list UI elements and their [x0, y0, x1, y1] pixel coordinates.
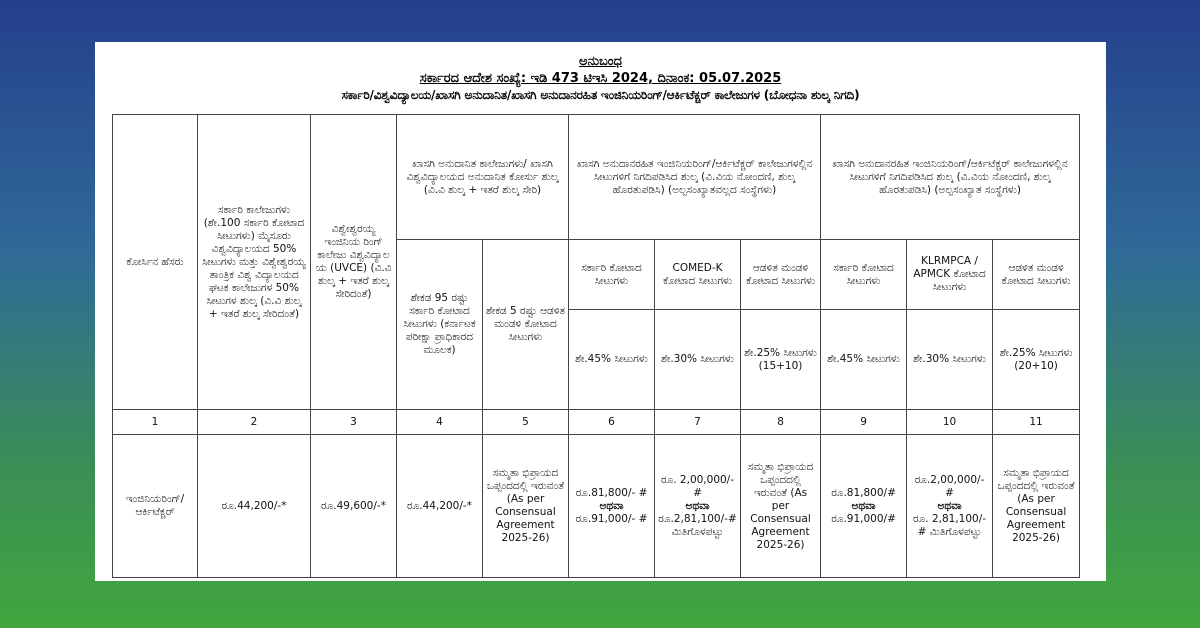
management-fee-cell: ಸಮ್ಮತಾ ಭಿಪ್ರಾಯದ ಒಪ್ಪಂದದಲ್ಲಿ ಇರುವಂತೆ (As per Consensual Agreement 2025-26) [741, 435, 821, 578]
column-number: 10 [907, 410, 993, 435]
header-klrmpca-quota: KLRMPCA / APMCK ಕೋಟಾದ ಸೀಟುಗಳು [907, 240, 993, 310]
comedk-fee-cell [655, 435, 741, 578]
header-row-1 [113, 115, 1080, 240]
header-government-colleges: ಸರ್ಕಾರಿ ಕಾಲೇಜುಗಳು (ಶೇ.100 ಸರ್ಕಾರಿ ಕೋಟಾದ ಸೀಟುಗಳು) ಮೈಸೂರು ವಿಶ್ವವಿದ್ಯಾಲಯದ 50% ಸೀಟುಗಳು ಮತ್ತು ವಿಶ್ವೇಶ್ವರಯ್ಯ ತಾಂತ್ರಿಕ ವಿಶ್ವ ವಿದ್ಯಾಲಯದ ಘಟಕ ಕಾಲೇಜುಗಳ 50% ಸೀಟುಗಳ ಶುಲ್ಕ (ವಿ.ವಿ ಶುಲ್ಕ + ಇತರೆ ಶುಲ್ಕ ಸೇರಿದಂತೆ) [198, 115, 311, 410]
fee-amount-secondary: ರೂ. 2,81,100/- # ಮಿತಿಗೊಳಪಟ್ಟು [913, 512, 987, 538]
document-title: ಅನುಬಂಧ [579, 54, 622, 69]
column-number: 1 [113, 410, 198, 435]
govt-quota-fee-cell [569, 435, 655, 578]
or-label: ಅಥವಾ [937, 499, 962, 512]
or-label: ಅಥವಾ [599, 499, 624, 512]
header-45-percent-minority: ಶೇ.45% ಸೀಟುಗಳು [821, 310, 907, 410]
government-order-line: ಸರ್ಕಾರದ ಆದೇಶ ಸಂಖ್ಯೆ: ಇಡಿ 473 ಟಿಇಸಿ 2024, ದಿನಾಂಕ: 05.07.2025 [419, 71, 782, 86]
header-private-unaided-minority: ಖಾಸಗಿ ಅನುದಾನರಹಿತ ಇಂಜಿನಿಯರಿಂಗ್/ಆರ್ಕಿಟೆಕ್ಚರ್ ಕಾಲೇಜುಗಳಲ್ಲಿನ ಸೀಟುಗಳಿಗೆ ನಿಗದಿಪಡಿಸಿದ ಶುಲ್ಕ (ವಿ.ವಿಯ ನೋಂದಣಿ, ಶುಲ್ಕ ಹೊರತುಪಡಿಸಿ) (ಅಲ್ಪಸಂಖ್ಯಾತ ಸಂಸ್ಥೆಗಳು) [821, 115, 1080, 240]
header-comedk-quota: COMED-K ಕೋಟಾದ ಸೀಟುಗಳು [655, 240, 741, 310]
or-label: ಅಥವಾ [685, 499, 710, 512]
header-private-aided: ಖಾಸಗಿ ಅನುದಾನಿತ ಕಾಲೇಜುಗಳು/ ಖಾಸಗಿ ವಿಶ್ವವಿದ್ಯಾಲಯದ ಅನುದಾನಿತ ಕೋರ್ಸು ಶುಲ್ಕ (ವಿ.ವಿ ಶುಲ್ಕ + ಇತರೆ ಶುಲ್ಕ ಸೇರಿ) [397, 115, 569, 240]
fee-amount-secondary: ರೂ.91,000/- # [575, 512, 648, 525]
header-private-unaided-nonminority: ಖಾಸಗಿ ಅನುದಾನರಹಿತ ಇಂಜಿನಿಯರಿಂಗ್/ಆರ್ಕಿಟೆಕ್ಚರ್ ಕಾಲೇಜುಗಳಲ್ಲಿನ ಸೀಟುಗಳಿಗೆ ನಿಗದಿಪಡಿಸಿದ ಶುಲ್ಕ (ವಿ.ವಿಯ ನೋಂದಣಿ, ಶುಲ್ಕ ಹೊರತುಪಡಿಸಿ) (ಅಲ್ಪಸಂಖ್ಯಾತವಲ್ಲದ ಸಂಸ್ಥೆಗಳು) [569, 115, 821, 240]
column-number: 7 [655, 410, 741, 435]
header-uvce: ವಿಶ್ವೇಶ್ವರಯ್ಯ ಇಂಜಿನಿಯ ರಿಂಗ್ ಕಾಲೇಜು ವಿಶ್ವವಿದ್ಯಾಲ ಯ (UVCE) (ವಿ.ವಿ ಶುಲ್ಕ + ಇತರೆ ಶುಲ್ಕ ಸೇರಿದಂತೆ) [311, 115, 397, 410]
column-number: 5 [483, 410, 569, 435]
fee-amount-secondary: ರೂ.91,000/# [831, 512, 896, 525]
header-30-percent: ಶೇ.30% ಸೀಟುಗಳು [655, 310, 741, 410]
govt-quota-minority-fee-cell [821, 435, 907, 578]
column-number-row [113, 410, 1080, 435]
header-aided-5-percent: ಶೇಕಡ 5 ರಷ್ಟು ಆಡಳಿತ ಮಂಡಳಿ ಕೋಟಾದ ಸೀಟುಗಳು [483, 240, 569, 410]
column-number: 11 [993, 410, 1080, 435]
aided-95-fee-cell: ರೂ.44,200/-* [397, 435, 483, 578]
fee-amount-primary: ರೂ.81,800/- # [575, 486, 648, 499]
header-25-percent-20-10: ಶೇ.25% ಸೀಟುಗಳು (20+10) [993, 310, 1080, 410]
header-25-percent-15-10: ಶೇ.25% ಸೀಟುಗಳು (15+10) [741, 310, 821, 410]
fee-data-row [113, 435, 1080, 578]
fee-amount-secondary: ರೂ.2,81,100/-# ಮಿತಿಗೊಳಪಟ್ಟು [658, 512, 737, 538]
header-management-quota: ಆಡಳಿತ ಮಂಡಳಿ ಕೋಟಾದ ಸೀಟುಗಳು [741, 240, 821, 310]
column-number: 2 [198, 410, 311, 435]
fee-amount-primary: ರೂ.2,00,000/- # [914, 473, 985, 499]
aided-5-fee-cell: ಸಮ್ಮತಾ ಭಿಪ್ರಾಯದ ಒಪ್ಪಂದದಲ್ಲಿ ಇರುವಂತೆ (As per Consensual Agreement 2025-26) [483, 435, 569, 578]
document-sheet [95, 42, 1106, 581]
govt-fee-cell: ರೂ.44,200/-* [198, 435, 311, 578]
header-govt-quota-minority: ಸರ್ಕಾರಿ ಕೋಟಾದ ಸೀಟುಗಳು [821, 240, 907, 310]
klrmpca-fee-cell [907, 435, 993, 578]
header-govt-quota: ಸರ್ಕಾರಿ ಕೋಟಾದ ಸೀಟುಗಳು [569, 240, 655, 310]
column-number: 9 [821, 410, 907, 435]
header-45-percent: ಶೇ.45% ಸೀಟುಗಳು [569, 310, 655, 410]
or-label: ಅಥವಾ [851, 499, 876, 512]
fee-amount-primary: ರೂ.81,800/# [831, 486, 896, 499]
uvce-fee-cell: ರೂ.49,600/-* [311, 435, 397, 578]
header-management-quota-minority: ಆಡಳಿತ ಮಂಡಳಿ ಕೋಟಾದ ಸೀಟುಗಳು [993, 240, 1080, 310]
fee-amount-primary: ರೂ. 2,00,000/-# [661, 473, 735, 499]
document-subtitle: ಸರ್ಕಾರಿ/ವಿಶ್ವವಿದ್ಯಾಲಯ/ಖಾಸಗಿ ಅನುದಾನಿತ/ಖಾಸಗಿ ಅನುದಾನರಹಿತ ಇಂಜಿನಿಯರಿಂಗ್/ಆರ್ಕಿಟೆಕ್ಚರ್ ಕಾಲೇಜುಗಳ (ಬೋಧನಾ ಶುಲ್ಕ ನಿಗದಿ) [341, 88, 860, 102]
column-number: 8 [741, 410, 821, 435]
header-aided-95-percent: ಶೇಕಡ 95 ರಷ್ಟು ಸರ್ಕಾರಿ ಕೋಟಾದ ಸೀಟುಗಳು (ಕರ್ನಾಟಕ ಪರೀಕ್ಷಾ ಪ್ರಾಧಿಕಾರದ ಮೂಲಕ) [397, 240, 483, 410]
column-number: 4 [397, 410, 483, 435]
management-minority-fee-cell: ಸಮ್ಮತಾ ಭಿಪ್ರಾಯದ ಒಪ್ಪಂದದಲ್ಲಿ ಇರುವಂತೆ (As per Consensual Agreement 2025-26) [993, 435, 1080, 578]
fee-table [112, 114, 1080, 578]
header-30-percent-minority: ಶೇ.30% ಸೀಟುಗಳು [907, 310, 993, 410]
column-number: 6 [569, 410, 655, 435]
header-course-name: ಕೋರ್ಸಿನ ಹೆಸರು [113, 115, 198, 410]
course-name-cell: ಇಂಜಿನಿಯರಿಂಗ್/ ಆರ್ಕಿಟೆಕ್ಚರ್ [113, 435, 198, 578]
column-number: 3 [311, 410, 397, 435]
